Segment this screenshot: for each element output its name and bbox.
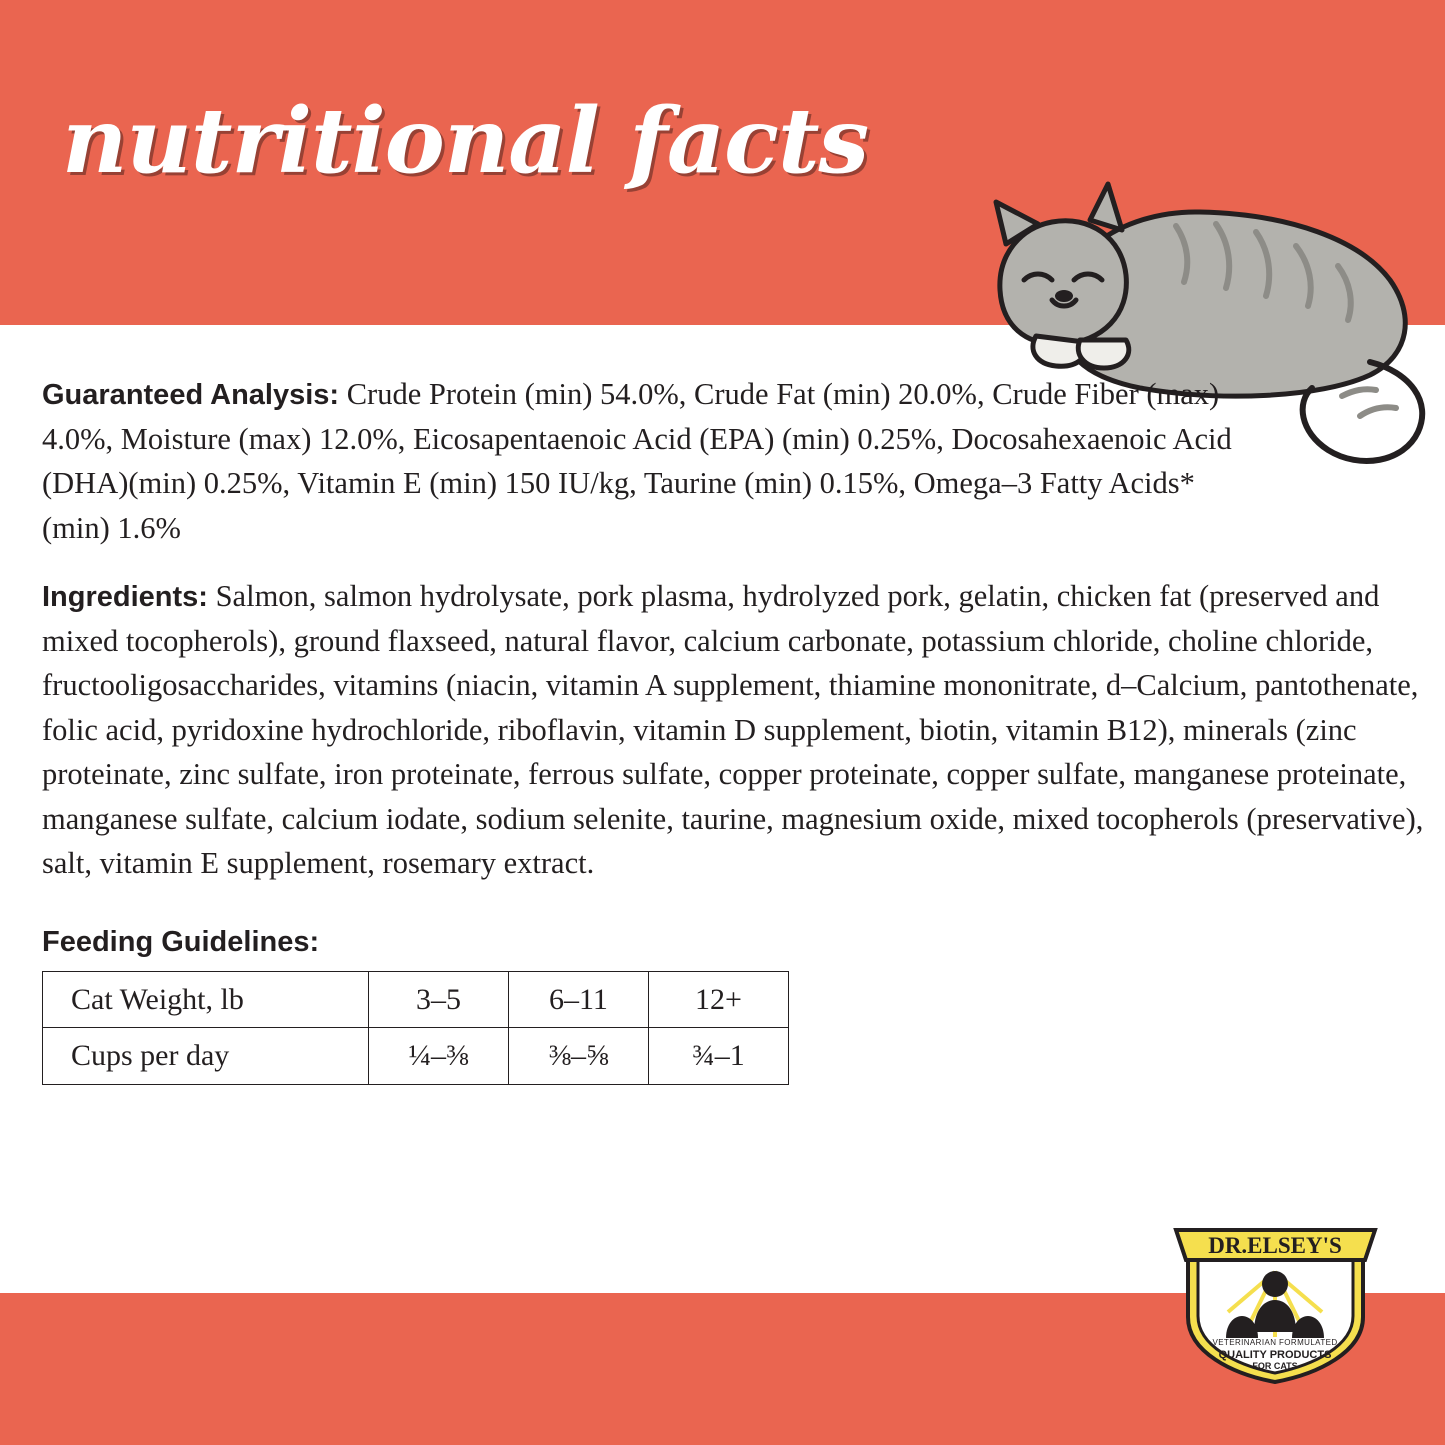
page-title: nutritional facts [62, 88, 869, 194]
logo-brand: DR.ELSEY'S [1208, 1233, 1342, 1258]
facts-content [42, 372, 1432, 1085]
table-row [43, 1028, 789, 1085]
guaranteed-analysis-text: Crude Protein (min) 54.0%, Crude Fat (min) 20.0%, Crude Fiber (max) 4.0%, Moisture (max) 12.0%, Eicosapentaenoic Acid (EPA) (min) 0.25%, Docosahexaenoic Acid (DHA)(min) 0.25%, Vitamin E (min) 150 IU/kg, Taurine (min) 0.15%, Omega–3 Fatty Acids* (min) 1.6% [42, 377, 1232, 545]
cell-value: 6–11 [509, 971, 649, 1028]
cell-value: ⅜–⅝ [509, 1028, 649, 1085]
ingredients-text: Salmon, salmon hydrolysate, pork plasma, hydrolyzed pork, gelatin, chicken fat (preserved and mixed tocopherols), ground flaxseed, natural flavor, calcium carbonate, potassium chloride, choline chloride, fructooligosaccharides, vitamins (niacin, vitamin A supplement, thiamine mononitrate, d–Calcium, pantothenate, folic acid, pyridoxine hydrochloride, riboflavin, vitamin D supplement, biotin, vitamin B12), minerals (zinc proteinate, zinc sulfate, iron proteinate, ferrous sulfate, copper proteinate, copper sulfate, manganese proteinate, manganese sulfate, calcium iodate, sodium selenite, taurine, magnesium oxide, mixed tocopherols (preservative), salt, vitamin E supplement, rosemary extract. [42, 579, 1424, 881]
guaranteed-analysis-block [42, 372, 1252, 550]
row-label: Cups per day [43, 1028, 369, 1085]
row-label: Cat Weight, lb [43, 971, 369, 1028]
logo-tagline-3: FOR CATS [1252, 1361, 1298, 1371]
ingredients-block [42, 574, 1432, 886]
cell-value: ¾–1 [649, 1028, 789, 1085]
logo-tagline-1: VETERINARIAN FORMULATED [1212, 1338, 1338, 1347]
feeding-guidelines-table [42, 971, 789, 1085]
cell-value: ¼–⅜ [369, 1028, 509, 1085]
brand-logo [1168, 1212, 1383, 1387]
guaranteed-analysis-label: Guaranteed Analysis: [42, 379, 340, 411]
ingredients-label: Ingredients: [42, 581, 208, 614]
feeding-guidelines-label: Feeding Guidelines: [42, 925, 320, 958]
table-row [43, 971, 789, 1028]
logo-tagline-2: QUALITY PRODUCTS [1218, 1349, 1332, 1361]
cell-value: 12+ [649, 971, 789, 1028]
cell-value: 3–5 [369, 971, 509, 1028]
